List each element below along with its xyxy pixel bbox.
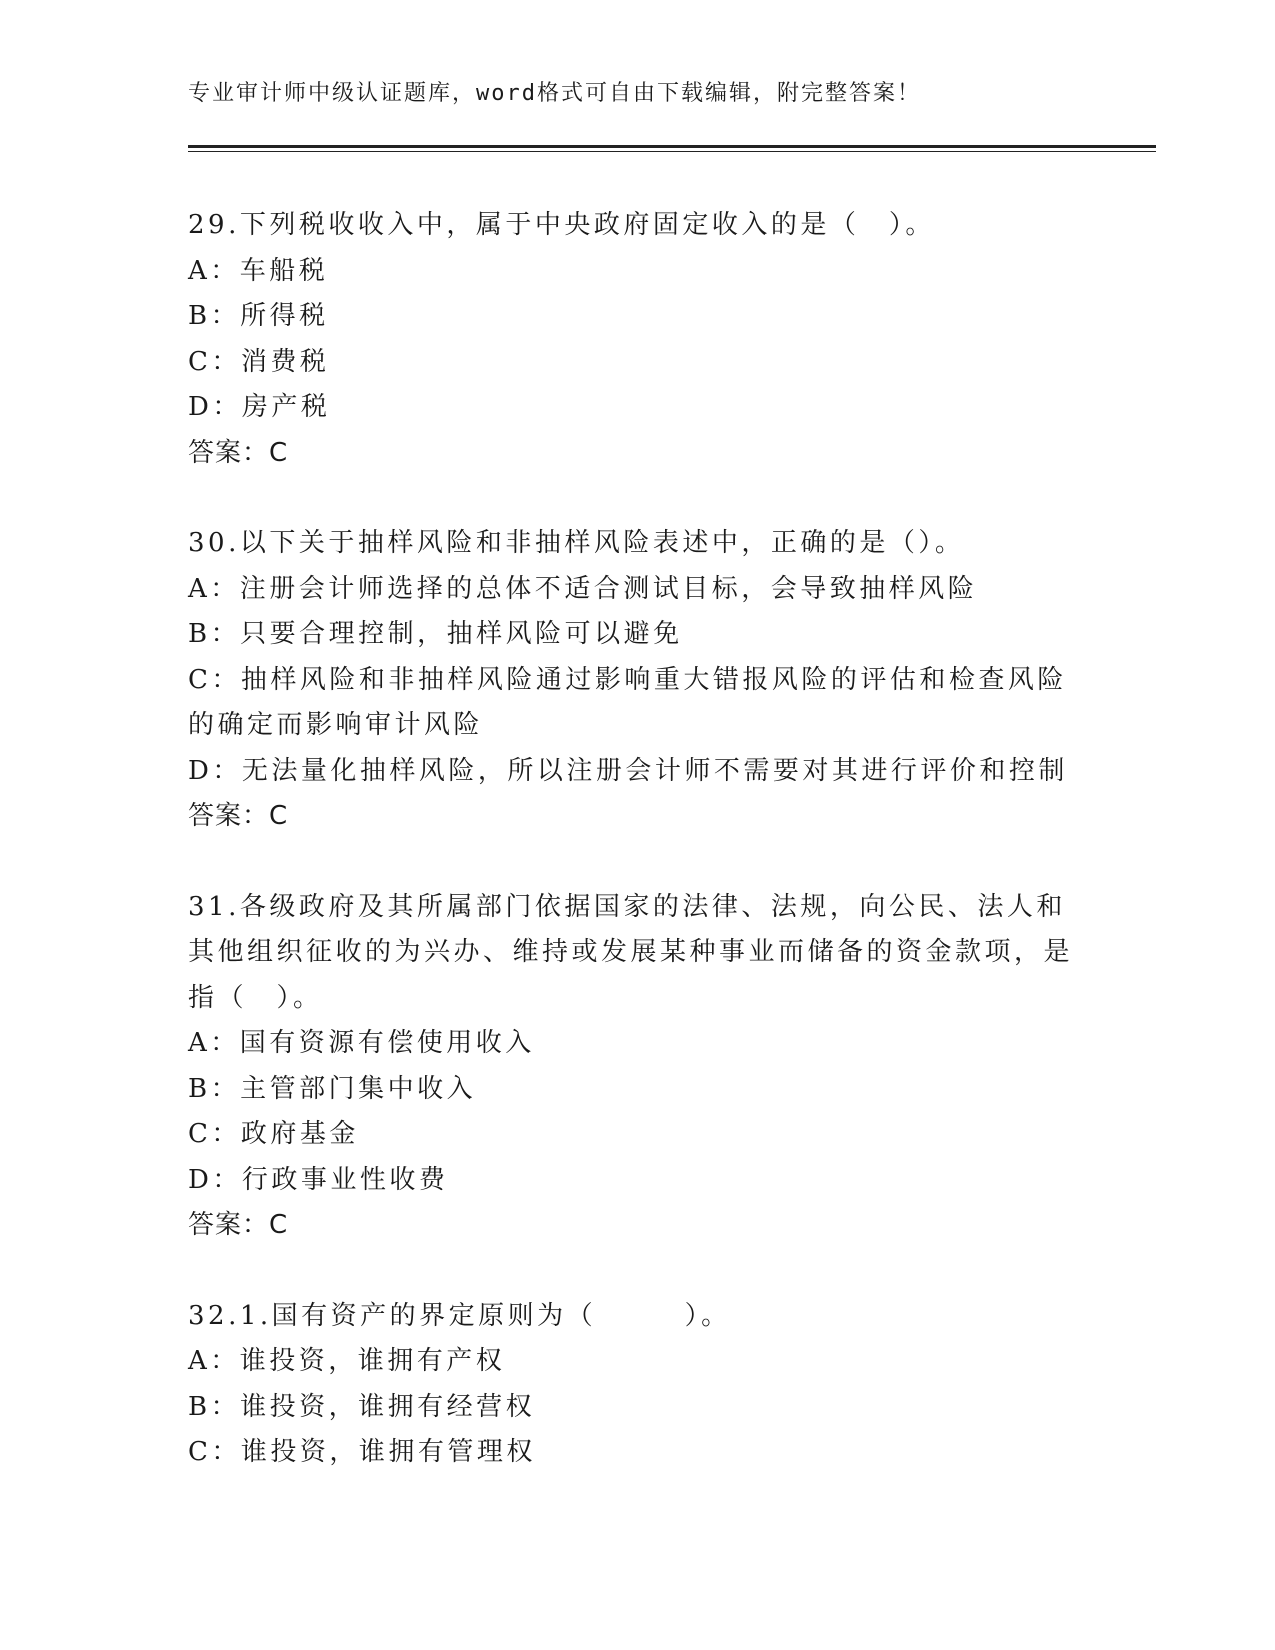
option-c: C：谁投资，谁拥有管理权 [188,1437,536,1467]
question-32 [188,1294,1088,1476]
option-b: B：主管部门集中收入 [188,1073,477,1104]
header-rule-thick [188,145,1156,148]
option-d: D：房产税 [188,392,331,422]
option-b: B：所得税 [188,301,329,331]
option-a: A：国有资源有偿使用收入 [188,1028,535,1058]
question-stem: 30.以下关于抽样风险和非抽样风险表述中，正确的是（）。 [188,528,965,558]
option-b: B：只要合理控制，抽样风险可以避免 [188,619,683,649]
answer: 答案：C [188,1210,289,1240]
question-stem: 31.各级政府及其所属部门依据国家的法律、法规，向公民、法人和其他组织征收的为兴办、维持或发展某种事业而储备的资金款项，是指（ ）。 [188,891,1074,1013]
option-d: D：无法量化抽样风险，所以注册会计师不需要对其进行评价和控制 [188,755,1068,786]
question-30 [188,521,1088,840]
header-rule-thin [188,151,1156,152]
question-list [188,203,1088,1521]
answer: 答案：C [188,437,289,468]
option-b: B：谁投资，谁拥有经营权 [188,1391,536,1422]
question-stem: 32.1.国有资产的界定原则为（ ）。 [188,1300,731,1331]
question-stem: 29.下列税收收入中，属于中央政府固定收入的是（ ）。 [188,210,935,240]
question-29 [188,203,1088,476]
page-header: 专业审计师中级认证题库，word格式可自由下载编辑，附完整答案！ [188,81,921,106]
option-a: A：注册会计师选择的总体不适合测试目标，会导致抽样风险 [188,573,978,604]
answer: 答案：C [188,801,289,831]
question-31 [188,885,1088,1249]
option-d: D：行政事业性收费 [188,1164,449,1195]
option-c: C：消费税 [188,346,330,377]
option-a: A：谁投资，谁拥有产权 [188,1346,506,1376]
option-a: A：车船税 [188,255,329,286]
option-c: C：政府基金 [188,1119,359,1149]
option-c: C：抽样风险和非抽样风险通过影响重大错报风险的评估和检查风险的确定而影响审计风险 [188,664,1067,740]
